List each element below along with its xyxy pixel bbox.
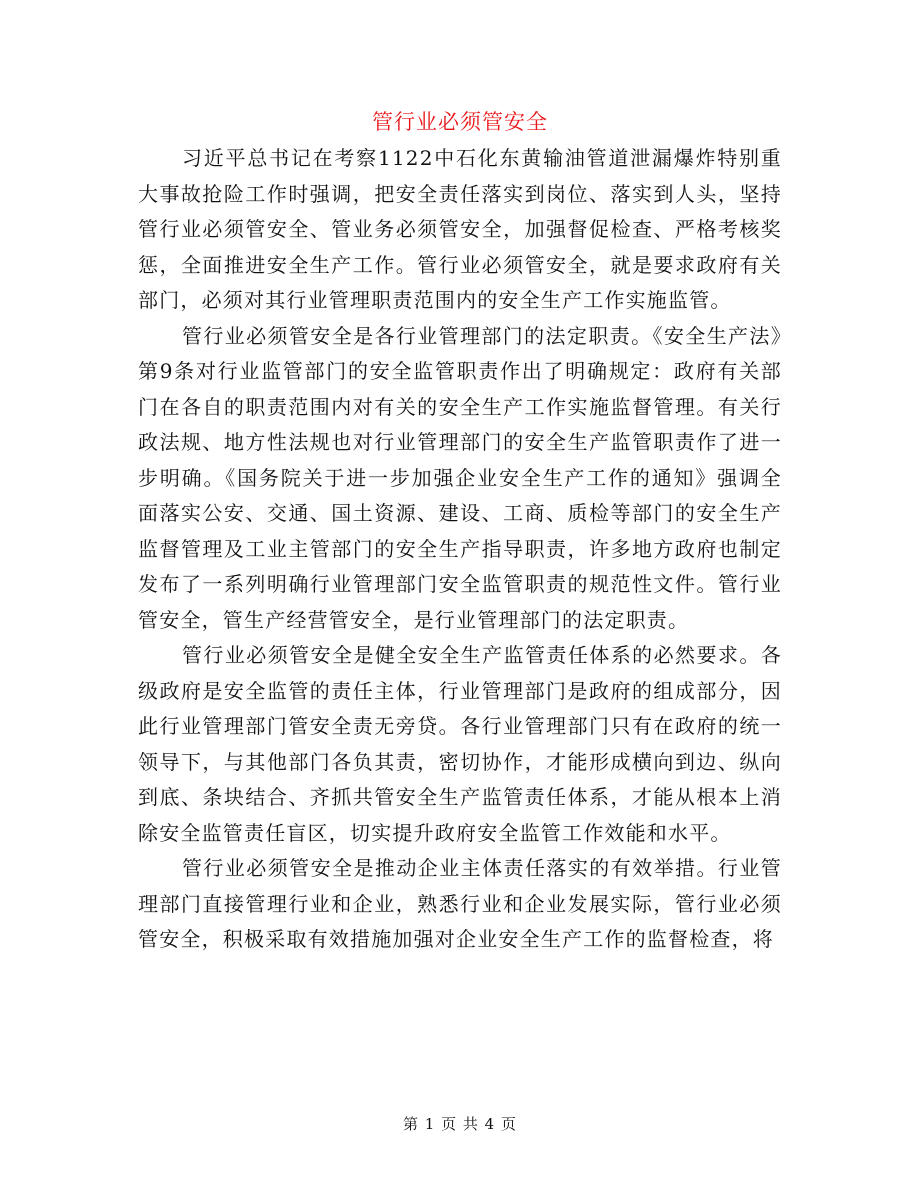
paragraph: 管行业必须管安全是各行业管理部门的法定职责。《安全生产法》第9条对行业监管部门的安全监管职责作出了明确规定：政府有关部门在各自的职责范围内对有关的安全生产工作实施监督管理。有关行政法规、地方性法规也对行业管理部门的安全生产监管职责作了进一步明确。《国务院关于进一步加强企业安全生产工作的通知》强调全面落实公安、交通、国土资源、建设、工商、质检等部门的安全生产监督管理及工业主管部门的安全生产指导职责，许多地方政府也制定发布了一系列明确行业管理部门安全监管职责的规范性文件。管行业管安全，管生产经营管安全，是行业管理部门的法定职责。	[138, 323, 782, 632]
paragraph: 习近平总书记在考察1122中石化东黄输油管道泄漏爆炸特别重大事故抢险工作时强调，把安全责任落实到岗位、落实到人头，坚持管行业必须管安全、管业务必须管安全，加强督促检查、严格考核奖惩，全面推进安全生产工作。管行业必须管安全，就是要求政府有关部门，必须对其行业管理职责范围内的安全生产工作实施监管。	[138, 146, 782, 312]
document-title: 管行业必须管安全	[372, 110, 548, 134]
document-body	[138, 141, 782, 958]
paragraph: 管行业必须管安全是健全安全生产监管责任体系的必然要求。各级政府是安全监管的责任主体，行业管理部门是政府的组成部分，因此行业管理部门管安全责无旁贷。各行业管理部门只有在政府的统一领导下，与其他部门各负其责，密切协作，才能形成横向到边、纵向到底、条块结合、齐抓共管安全生产监管责任体系，才能从根本上消除安全监管责任盲区，切实提升政府安全监管工作效能和水平。	[138, 643, 782, 845]
paragraph: 管行业必须管安全是推动企业主体责任落实的有效举措。行业管理部门直接管理行业和企业，熟悉行业和企业发展实际，管行业必须管安全，积极采取有效措施加强对企业安全生产工作的监督检查，将	[138, 856, 782, 951]
page-footer: 第 1 页 共 4 页	[403, 1115, 517, 1133]
